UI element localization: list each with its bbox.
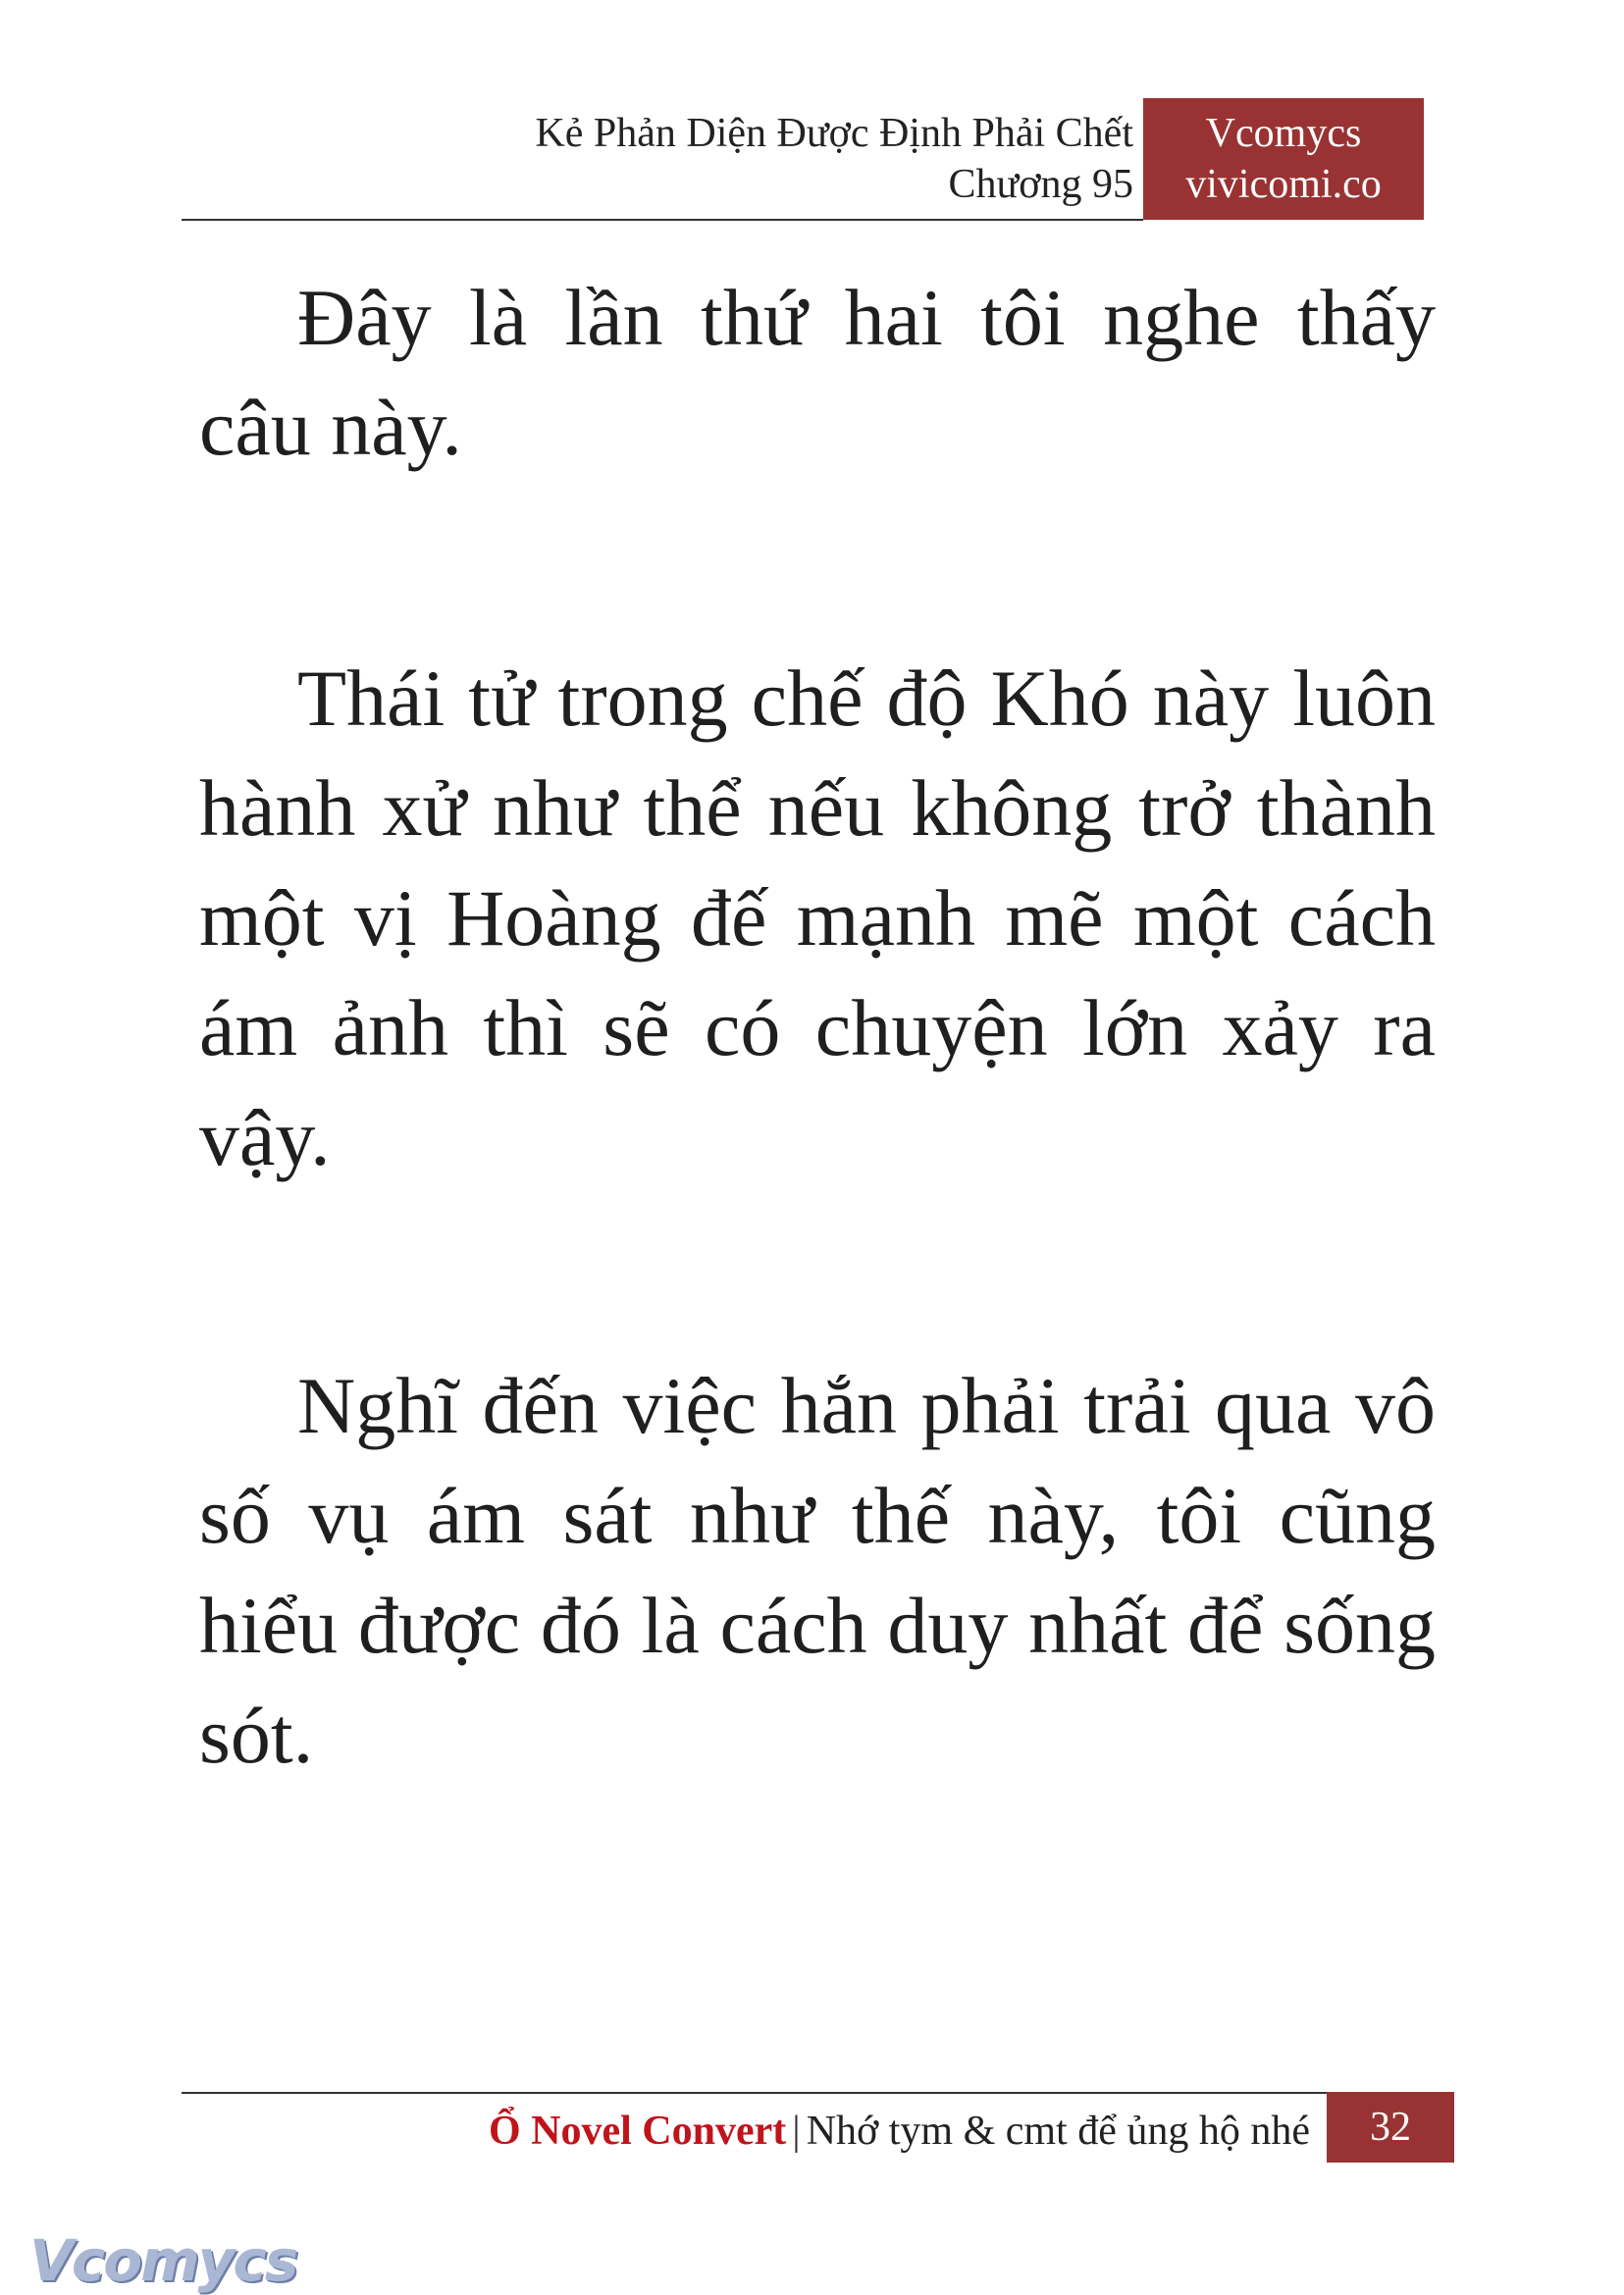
footer-divider bbox=[182, 2092, 1328, 2094]
site-badge-name: Vcomycs bbox=[1205, 111, 1362, 156]
paragraph: Đây là lần thứ hai tôi nghe thấy câu này. bbox=[199, 273, 1436, 472]
site-badge-url: vivicomi.co bbox=[1185, 162, 1382, 207]
header-divider bbox=[182, 219, 1143, 221]
page-footer bbox=[489, 2100, 1310, 2163]
paragraph: Nghĩ đến việc hắn phải trải qua vô số vụ ám sát như thế này, tôi cũng hiểu được đó là cách duy nhất để sống sót. bbox=[199, 1361, 1436, 1780]
footer-brand: Ổ Novel Convert bbox=[488, 2109, 787, 2154]
watermark-logo: Vcomycs bbox=[29, 2227, 297, 2294]
site-badge bbox=[1143, 98, 1424, 220]
footer-separator: | bbox=[792, 2109, 801, 2154]
page-header bbox=[535, 108, 1133, 210]
footer-message: Nhớ tym & cmt để ủng hộ nhé bbox=[806, 2109, 1310, 2154]
chapter-label: Chương 95 bbox=[948, 162, 1133, 207]
page-number: 32 bbox=[1327, 2092, 1454, 2163]
paragraph: Thái tử trong chế độ Khó này luôn hành xử như thể nếu không trở thành một vị Hoàng đế mạnh mẽ một cách ám ảnh thì sẽ có chuyện lớn xảy ra vậy. bbox=[199, 653, 1436, 1182]
book-title: Kẻ Phản Diện Được Định Phải Chết bbox=[535, 111, 1133, 156]
